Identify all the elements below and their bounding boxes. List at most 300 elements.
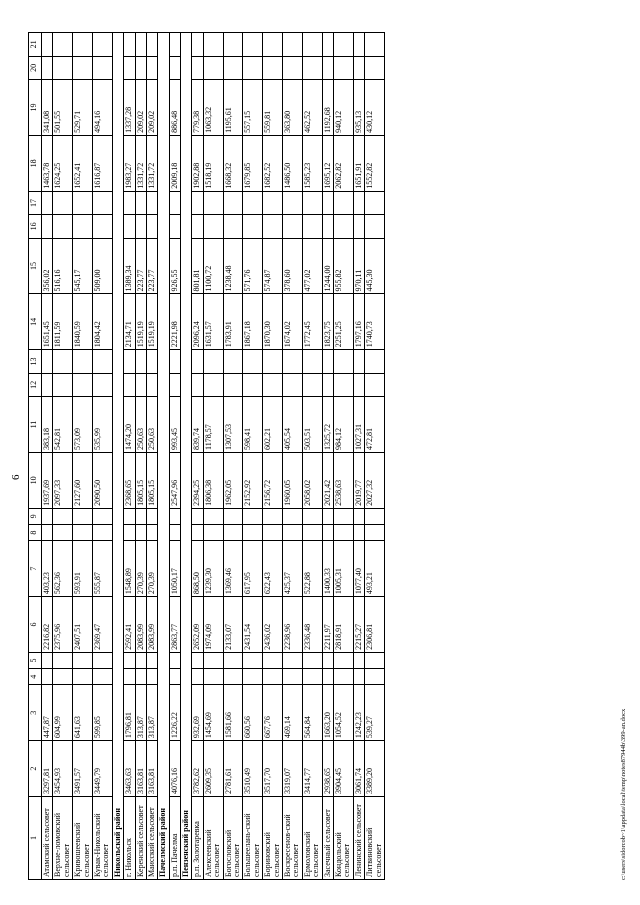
table-cell: 1823,75	[322, 294, 333, 350]
table-cell	[322, 525, 333, 541]
table-cell	[203, 373, 223, 396]
table-cell: 984,12	[333, 397, 353, 453]
table-cell	[124, 215, 135, 238]
column-header: 19	[29, 80, 42, 136]
table-cell	[203, 525, 223, 541]
table-cell	[263, 215, 283, 238]
table-cell	[146, 525, 157, 541]
table-cell: 3454,93	[53, 741, 73, 797]
table-cell	[302, 33, 322, 57]
table-cell	[146, 652, 157, 668]
column-header: 4	[29, 669, 42, 685]
table-cell	[223, 525, 243, 541]
table-cell	[169, 191, 180, 214]
table-row	[282, 33, 302, 880]
table-cell: 1783,91	[223, 294, 243, 350]
table-cell: 1585,23	[302, 135, 322, 191]
table-cell: 3414,77	[302, 741, 322, 797]
table-cell: 2368,65	[124, 452, 135, 508]
column-header: 15	[29, 238, 42, 294]
table-cell	[192, 33, 203, 57]
table-cell: 341,08	[42, 80, 53, 136]
table-cell: 1652,41	[73, 135, 93, 191]
table-cell: 557,15	[243, 80, 263, 136]
table-cell: 1974,09	[203, 597, 223, 653]
table-cell	[146, 373, 157, 396]
table-cell: 2021,42	[322, 452, 333, 508]
table-cell: 935,13	[353, 80, 364, 136]
table-cell	[282, 350, 302, 373]
table-cell	[73, 652, 93, 668]
table-cell: 3297,81	[42, 741, 53, 797]
table-cell: 2027,32	[365, 452, 385, 508]
table-cell	[192, 215, 203, 238]
table-cell	[203, 191, 223, 214]
table-cell	[92, 56, 112, 79]
table-cell: 1624,25	[53, 135, 73, 191]
table-cell	[365, 350, 385, 373]
table-cell: 1005,31	[333, 541, 353, 597]
table-cell: 445,30	[365, 238, 385, 294]
table-cell: 469,14	[282, 685, 302, 741]
table-cell	[124, 33, 135, 57]
table-cell: 559,81	[263, 80, 283, 136]
table-cell	[146, 191, 157, 214]
table-row	[169, 33, 180, 880]
row-label: р.п. Пачелма	[169, 797, 180, 880]
table-cell: 1772,45	[302, 294, 322, 350]
table-cell: 1937,69	[42, 452, 53, 508]
table-cell	[263, 56, 283, 79]
table-cell: 599,85	[92, 685, 112, 741]
table-cell	[135, 373, 146, 396]
table-cell	[243, 373, 263, 396]
table-cell	[92, 373, 112, 396]
table-cell: 2652,09	[192, 597, 203, 653]
table-cell	[92, 191, 112, 214]
table-cell: 477,02	[302, 238, 322, 294]
table-row	[124, 33, 135, 880]
table-cell: 604,99	[53, 685, 73, 741]
table-cell	[333, 56, 353, 79]
table-cell: 1581,66	[223, 685, 243, 741]
table-row	[53, 33, 73, 880]
table-cell	[192, 669, 203, 685]
table-cell: 516,16	[53, 238, 73, 294]
table-row	[92, 33, 112, 880]
table-cell: 1616,87	[92, 135, 112, 191]
table-cell	[322, 33, 333, 57]
table-cell: 993,45	[169, 397, 180, 453]
table-cell: 801,81	[192, 238, 203, 294]
table-cell	[135, 652, 146, 668]
table-cell: 209,02	[135, 80, 146, 136]
table-cell: 2221,98	[169, 294, 180, 350]
row-label: Верхне-ломовский сельсовет	[53, 797, 73, 880]
table-row	[263, 33, 283, 880]
row-label: Воскресенов-ский сельсовет	[282, 797, 302, 880]
table-cell	[302, 373, 322, 396]
column-header: 12	[29, 373, 42, 396]
table-cell	[192, 508, 203, 524]
table-row	[223, 33, 243, 880]
table-cell	[73, 373, 93, 396]
table-cell	[73, 215, 93, 238]
table-cell	[53, 652, 73, 668]
table-cell: 2369,47	[92, 597, 112, 653]
table-cell	[124, 191, 135, 214]
table-cell	[263, 191, 283, 214]
table-cell	[146, 215, 157, 238]
table-cell: 926,55	[169, 238, 180, 294]
table-cell	[322, 508, 333, 524]
table-cell	[192, 373, 203, 396]
row-label: Бориновский сельсовет	[263, 797, 283, 880]
table-cell	[333, 373, 353, 396]
column-header: 11	[29, 397, 42, 453]
table-cell: 1519,19	[146, 294, 157, 350]
table-cell	[353, 350, 364, 373]
table-cell: 1063,32	[203, 80, 223, 136]
table-cell	[169, 350, 180, 373]
table-cell	[135, 215, 146, 238]
table-cell: 562,36	[53, 541, 73, 597]
table-cell: 1486,50	[282, 135, 302, 191]
table-cell: 1454,69	[203, 685, 223, 741]
table-cell	[263, 652, 283, 668]
table-cell: 932,69	[192, 685, 203, 741]
table-cell	[223, 191, 243, 214]
table-cell	[263, 373, 283, 396]
table-cell	[322, 191, 333, 214]
table-cell: 1983,27	[124, 135, 135, 191]
table-cell	[223, 33, 243, 57]
table-cell: 1552,82	[365, 135, 385, 191]
table-cell	[53, 33, 73, 57]
rotated-page	[10, 32, 627, 880]
table-cell	[243, 350, 263, 373]
table-cell: 2431,54	[243, 597, 263, 653]
table-cell: 970,11	[353, 238, 364, 294]
table-cell: 2818,91	[333, 597, 353, 653]
table-cell	[353, 373, 364, 396]
row-label: Засечный сельсовет	[322, 797, 333, 880]
table-cell	[53, 350, 73, 373]
table-cell	[135, 525, 146, 541]
table-cell	[192, 525, 203, 541]
section-title: Пензенский район	[181, 33, 192, 880]
table-cell: 2019,77	[353, 452, 364, 508]
table-cell	[92, 350, 112, 373]
row-label: Алексеевский сельсовет	[203, 797, 223, 880]
table-cell: 2375,96	[53, 597, 73, 653]
column-header: 1	[29, 797, 42, 880]
table-cell: 641,63	[73, 685, 93, 741]
table-cell	[42, 525, 53, 541]
section-title: Пачелмский район	[158, 33, 169, 880]
table-cell: 1548,89	[124, 541, 135, 597]
table-cell: 2211,97	[322, 597, 333, 653]
table-row	[73, 33, 93, 880]
row-label: Литвиновский сельсовет	[365, 797, 385, 880]
section-row	[181, 33, 192, 880]
column-header: 5	[29, 652, 42, 668]
table-row	[203, 33, 223, 880]
table-cell	[135, 56, 146, 79]
table-cell	[263, 508, 283, 524]
table-cell	[223, 373, 243, 396]
table-cell: 839,74	[192, 397, 203, 453]
table-cell	[365, 373, 385, 396]
table-cell: 209,02	[146, 80, 157, 136]
table-cell	[282, 56, 302, 79]
table-cell: 660,56	[243, 685, 263, 741]
table-cell: 1239,30	[203, 541, 223, 597]
table-cell	[192, 191, 203, 214]
table-cell: 1331,72	[135, 135, 146, 191]
table-cell: 1337,28	[124, 80, 135, 136]
section-row	[112, 33, 123, 880]
table-cell: 3163,81	[135, 741, 146, 797]
table-cell	[353, 508, 364, 524]
table-cell: 1679,85	[243, 135, 263, 191]
table-cell: 383,18	[42, 397, 53, 453]
table-cell: 1518,19	[203, 135, 223, 191]
table-cell	[42, 669, 53, 685]
table-cell	[203, 652, 223, 668]
row-label: Ермоловский сельсовет	[302, 797, 322, 880]
table-cell	[135, 669, 146, 685]
table-cell: 1805,15	[146, 452, 157, 508]
table-cell	[203, 669, 223, 685]
table-row	[333, 33, 353, 880]
row-label: г. Никольск	[124, 797, 135, 880]
table-cell: 405,54	[282, 397, 302, 453]
table-cell: 2592,41	[124, 597, 135, 653]
table-cell	[169, 56, 180, 79]
table-cell: 2058,02	[302, 452, 322, 508]
table-cell: 1238,48	[223, 238, 243, 294]
table-cell: 522,88	[302, 541, 322, 597]
table-cell	[353, 525, 364, 541]
table-cell: 574,87	[263, 238, 283, 294]
table-cell: 1242,23	[353, 685, 364, 741]
table-cell	[73, 508, 93, 524]
table-cell: 1663,20	[322, 685, 333, 741]
table-cell	[322, 373, 333, 396]
table-cell	[92, 652, 112, 668]
table-cell	[282, 191, 302, 214]
table-cell: 2097,33	[53, 452, 73, 508]
table-cell: 3449,79	[92, 741, 112, 797]
table-cell: 1806,38	[203, 452, 223, 508]
table-cell	[322, 215, 333, 238]
table-cell: 535,99	[92, 397, 112, 453]
table-cell	[124, 669, 135, 685]
table-cell: 1054,52	[333, 685, 353, 741]
page-number: 6	[10, 474, 22, 480]
table-cell	[223, 508, 243, 524]
column-header: 10	[29, 452, 42, 508]
row-label: Ленинский сельсовет	[353, 797, 364, 880]
table-cell: 3491,57	[73, 741, 93, 797]
table-cell: 1867,18	[243, 294, 263, 350]
table-cell: 555,87	[92, 541, 112, 597]
table-cell: 1463,78	[42, 135, 53, 191]
table-cell: 545,17	[73, 238, 93, 294]
table-cell	[243, 33, 263, 57]
table-cell	[92, 215, 112, 238]
table-row	[42, 33, 53, 880]
table-cell: 1331,72	[146, 135, 157, 191]
table-cell	[322, 652, 333, 668]
table-cell: 1674,02	[282, 294, 302, 350]
table-cell	[263, 525, 283, 541]
table-cell	[243, 56, 263, 79]
table-cell	[302, 525, 322, 541]
table-cell: 2863,77	[169, 597, 180, 653]
table-cell	[73, 56, 93, 79]
table-cell: 430,12	[365, 80, 385, 136]
table-cell: 1902,88	[192, 135, 203, 191]
table-cell: 2216,82	[42, 597, 53, 653]
table-cell	[282, 215, 302, 238]
table-cell: 447,87	[42, 685, 53, 741]
table-cell	[192, 350, 203, 373]
table-cell: 270,39	[146, 541, 157, 597]
table-cell	[169, 669, 180, 685]
table-cell	[42, 350, 53, 373]
table-cell	[263, 350, 283, 373]
column-header: 9	[29, 508, 42, 524]
table-cell: 3319,07	[282, 741, 302, 797]
table-cell: 1369,46	[223, 541, 243, 597]
column-header: 20	[29, 56, 42, 79]
table-cell	[42, 215, 53, 238]
table-row	[302, 33, 322, 880]
column-header: 21	[29, 33, 42, 57]
table-cell: 2547,96	[169, 452, 180, 508]
table-cell: 1400,33	[322, 541, 333, 597]
table-cell: 1226,22	[169, 685, 180, 741]
table-cell	[203, 33, 223, 57]
column-header: 14	[29, 294, 42, 350]
table-cell: 2251,25	[333, 294, 353, 350]
file-path-footer: c:\users\sidorcob~1\appdata\local\temp\notes87944b\399-an.docx	[620, 708, 627, 880]
row-label: Кувак-Никольский сельсовет	[92, 797, 112, 880]
row-label: Атамский сельсовет	[42, 797, 53, 880]
table-cell: 250,63	[146, 397, 157, 453]
table-cell	[333, 191, 353, 214]
section-row	[158, 33, 169, 880]
table-row	[146, 33, 157, 880]
table-cell	[223, 652, 243, 668]
column-header: 8	[29, 525, 42, 541]
table-cell	[322, 669, 333, 685]
table-cell	[124, 350, 135, 373]
table-row	[192, 33, 203, 880]
table-cell	[365, 525, 385, 541]
table-cell: 593,91	[73, 541, 93, 597]
table-cell	[124, 373, 135, 396]
table-cell: 1519,19	[135, 294, 146, 350]
table-cell: 3163,81	[146, 741, 157, 797]
table-cell	[92, 33, 112, 57]
table-cell	[302, 652, 322, 668]
tariff-table	[28, 32, 385, 880]
table-cell	[203, 350, 223, 373]
table-cell: 378,60	[282, 238, 302, 294]
table-body	[42, 33, 385, 880]
table-cell	[42, 508, 53, 524]
table-cell: 1962,05	[223, 452, 243, 508]
table-cell	[263, 33, 283, 57]
table-cell: 2238,96	[282, 597, 302, 653]
table-cell: 1178,57	[203, 397, 223, 453]
table-cell	[42, 56, 53, 79]
table-cell	[146, 508, 157, 524]
table-cell	[203, 56, 223, 79]
table-cell: 1682,52	[263, 135, 283, 191]
table-cell: 1325,72	[322, 397, 333, 453]
table-cell	[243, 652, 263, 668]
table-cell: 270,39	[135, 541, 146, 597]
table-cell	[169, 33, 180, 57]
table-cell	[146, 350, 157, 373]
table-cell	[365, 669, 385, 685]
table-cell: 472,81	[365, 397, 385, 453]
table-cell	[169, 373, 180, 396]
table-cell	[169, 215, 180, 238]
table-cell: 503,51	[302, 397, 322, 453]
table-cell	[302, 350, 322, 373]
table-cell: 564,84	[302, 685, 322, 741]
table-cell: 4076,16	[169, 741, 180, 797]
table-cell	[302, 669, 322, 685]
table-cell: 2062,82	[333, 135, 353, 191]
table-cell	[135, 508, 146, 524]
table-cell	[333, 525, 353, 541]
table-cell: 3517,70	[263, 741, 283, 797]
table-cell: 2781,61	[223, 741, 243, 797]
row-label: Маисский сельсовет	[146, 797, 157, 880]
table-cell	[135, 33, 146, 57]
column-header: 6	[29, 597, 42, 653]
table-cell	[243, 525, 263, 541]
row-label: Кондольский сельсовет	[333, 797, 353, 880]
table-cell: 3904,45	[333, 741, 353, 797]
table-cell: 425,37	[282, 541, 302, 597]
table-cell	[73, 350, 93, 373]
table-cell: 1740,73	[365, 294, 385, 350]
table-cell: 1870,30	[263, 294, 283, 350]
table-cell	[322, 56, 333, 79]
table-cell: 1192,68	[322, 80, 333, 136]
table-cell	[73, 525, 93, 541]
table-cell: 2156,72	[263, 452, 283, 508]
table-cell: 501,55	[53, 80, 73, 136]
table-cell	[282, 525, 302, 541]
table-cell: 868,50	[192, 541, 203, 597]
table-cell: 2083,99	[135, 597, 146, 653]
table-cell	[53, 191, 73, 214]
table-cell	[365, 508, 385, 524]
table-cell	[365, 56, 385, 79]
column-header: 7	[29, 541, 42, 597]
table-cell: 667,76	[263, 685, 283, 741]
table-cell: 622,43	[263, 541, 283, 597]
table-cell	[282, 373, 302, 396]
